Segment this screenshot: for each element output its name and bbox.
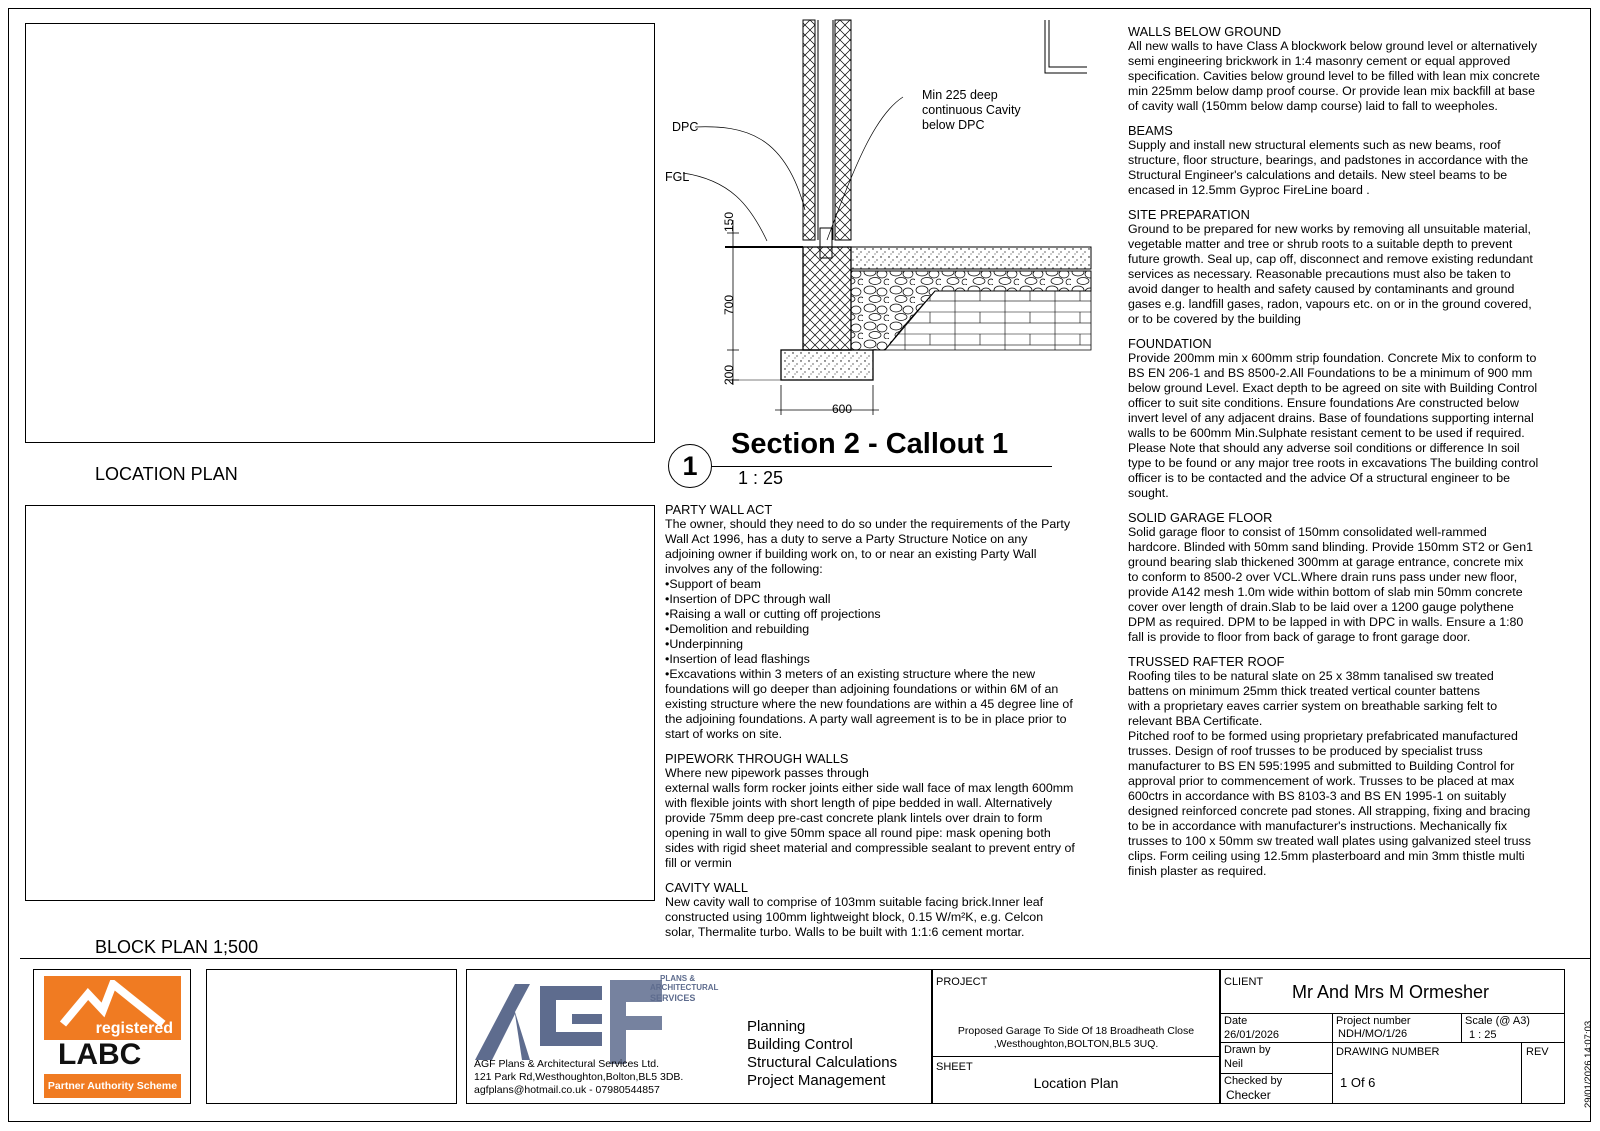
- labc-text: LABC: [58, 1038, 142, 1071]
- walls-below-body: All new walls to have Class A blockwork below ground level or alternatively semi engineering brickwork in 1:4 masonry cement or equal approved specification. Cavities below ground level to be filled with lean mix concrete min 225mm below damp proof course. Or provide lean mix backfill at base of cavity wall (150mm below damp course) laid to fall to weepholes.: [1128, 39, 1540, 113]
- block-plan-box: [25, 505, 655, 901]
- company-name: AGF Plans & Architectural Services Ltd.: [474, 1058, 659, 1070]
- labc-scheme-text: Partner Authority Scheme: [47, 1080, 178, 1092]
- section-title: Section 2 - Callout 1: [731, 428, 1009, 460]
- party-wall-body: The owner, should they need to do so under the requirements of the Party Wall Act 1996, has a duty to serve a Party Structure Notice on any adjoining owner if building work on, to or near an existing Party Wall involves any of the following: •Support of beam •Insertion of DPC through wall •Raising a wall or cutting off projections •Demolition and rebuilding •Underpinning •Insertion of lead flashings •Excavations within 3 meters of an existing structure where the new foundations will go deeper than adjoining foundations or within 6M of an existing structure where the new foundations are within a 45 degree line of the adjoining foundations. A party wall agreement is to be in place prior to start of works on site.: [665, 517, 1073, 741]
- service-planning: Planning: [747, 1018, 806, 1035]
- drawn-value: Neil: [1224, 1058, 1243, 1070]
- walls-below-ground-section: [1128, 24, 1583, 114]
- date-label: Date: [1224, 1015, 1248, 1027]
- trussed-roof-heading: TRUSSED RAFTER ROOF: [1128, 654, 1285, 669]
- foundation-body: Provide 200mm min x 600mm strip foundation. Concrete Mix to conform to BS EN 206-1 and BS 8500-2.All Foundations to be a minimum of 900 mm below ground Level. Exact depth to be agreed on site with Building Control officer to suit site conditions. Ensure foundations Are constructed below invert level of any adjacent drains. Base of foundations supporting internal walls to be 600mm Min.Sulphate resistant cement to be used if required. Please Note that should any adverse soil conditions or difference In soil type to be found or any major tree roots in excavations The building control officer is to be contacted and the advice Of a structural engineer to be sought.: [1128, 351, 1539, 500]
- site-prep-body: Ground to be prepared for new works by removing all unsuitable material, vegetable matter and tree or shrub roots to a suitable depth to prevent future growth. Seal up, cap off, disconnect and remove existing redundant services as necessary. Reasonable precautions must also be taken to avoid danger to health and safety caused by contaminants and ground gases e.g. landfill gases, radon, vapours etc. on or in the ground covered, or to be covered by the building: [1128, 222, 1533, 326]
- project-line-1: Proposed Garage To Side Of 18 Broadheath Close: [957, 1025, 1195, 1037]
- dimension-150: 150: [722, 211, 736, 232]
- site-prep-heading: SITE PREPARATION: [1128, 207, 1250, 222]
- sheet-value: Location Plan: [1033, 1075, 1119, 1091]
- trussed-roof-section: [1128, 654, 1583, 879]
- foundation-heading: FOUNDATION: [1128, 336, 1212, 351]
- walls-below-heading: WALLS BELOW GROUND: [1128, 24, 1282, 39]
- garage-floor-section: [1128, 510, 1583, 645]
- dimension-600: 600: [832, 402, 853, 416]
- labc-logo: [44, 976, 181, 1098]
- client-label: CLIENT: [1224, 976, 1264, 988]
- beams-body: Supply and install new structural elements such as new beams, roof structure, floor structure, bearings, and padstones in accordance with the Structural Engineer's calculations and details. New steel beams to be encased in 12.5mm Gyproc FireLine board .: [1128, 138, 1529, 197]
- pipework-body: Where new pipework passes through external walls form rocker joints either side wall face of max length 600mm with flexible joints with short length of pipe bedded in wall. Alternatively provide 75mm deep pre-cast concrete plank lintels over drain to form opening in wall to give 50mm space all round pipe: mask opening both sides with rigid sheet material and compressible sealant to prevent entry of fill or vermin: [665, 766, 1075, 870]
- labc-logo-box: [33, 969, 191, 1104]
- blank-title-box: [206, 969, 457, 1104]
- agf-logo-sub-2: ARCHITECTURAL: [650, 983, 719, 992]
- print-timestamp: 29/01/2026 14:07:03: [1583, 1020, 1594, 1108]
- cavity-note-line1: Min 225 deep: [922, 88, 998, 102]
- company-address: 121 Park Rd,Westhoughton,Bolton,BL5 3DB.: [474, 1071, 684, 1083]
- beams-heading: BEAMS: [1128, 123, 1173, 138]
- pipework-heading: PIPEWORK THROUGH WALLS: [665, 751, 849, 766]
- dpc-label: DPC: [672, 120, 699, 134]
- cavity-wall-body: New cavity wall to comprise of 103mm suitable facing brick.Inner leaf constructed using 100mm lightweight block, 0.15 W/m²K, e.g. Celcon solar, Thermalite turbo. Walls to be built with 1:1:6 cement mortar.: [665, 895, 1044, 939]
- garage-floor-heading: SOLID GARAGE FLOOR: [1128, 510, 1273, 525]
- service-building-control: Building Control: [747, 1036, 853, 1053]
- company-contact: agfplans@hotmail.co.uk - 07980544857: [474, 1084, 660, 1096]
- agf-logo-sub-1: PLANS &: [660, 974, 696, 983]
- company-services: [747, 1018, 897, 1090]
- location-plan-box: [25, 23, 655, 443]
- notes-right-column: [1128, 24, 1583, 888]
- rev-label: REV: [1526, 1046, 1549, 1058]
- labc-registered-text: registered: [95, 1020, 173, 1037]
- drawing-number-label: DRAWING NUMBER: [1336, 1046, 1440, 1058]
- cavity-note-line2: continuous Cavity: [922, 103, 1021, 117]
- client-value: Mr And Mrs M Ormesher: [1292, 982, 1490, 1002]
- project-number-value: NDH/MO/1/26: [1338, 1028, 1408, 1040]
- sheet-count: 1 Of 6: [1340, 1075, 1376, 1090]
- section-number-circle: [668, 444, 712, 488]
- project-line-2: ,Westhoughton,BOLTON,BL5 3UQ.: [993, 1038, 1159, 1050]
- location-plan-label: LOCATION PLAN: [95, 464, 238, 484]
- party-wall-section: [665, 502, 1105, 742]
- garage-floor-body: Solid garage floor to consist of 150mm consolidated well-rammed hardcore. Blinded with 50mm sand blinding. Provide 150mm ST2 or Gen1 ground bearing slab thickened 300mm at garage entrance, concrete mix to conform to 8500-2 over VCL.Where drain runs pass under new floor, provide A142 mesh 1.0m wide within bottom of slab min 50mm concrete cover over length of drain.Slab to be laid over a 1200 gauge polythene DPM as required. DPM to be lapped in with DPC in walls. Ensure a 1:80 fall is provide to floor from back of garage to front garage door.: [1128, 525, 1533, 644]
- dimension-200: 200: [722, 364, 736, 385]
- block-plan-label: BLOCK PLAN 1;500: [95, 937, 259, 957]
- foundation-section: [1128, 336, 1583, 501]
- cavity-wall-section: [665, 880, 1105, 940]
- cavity-wall-heading: CAVITY WALL: [665, 880, 748, 895]
- service-structural: Structural Calculations: [747, 1054, 898, 1071]
- service-project-management: Project Management: [747, 1072, 886, 1089]
- party-wall-heading: PARTY WALL ACT: [665, 502, 773, 517]
- date-value: 26/01/2026: [1224, 1029, 1280, 1041]
- section-number: 1: [682, 451, 698, 481]
- drawn-label: Drawn by: [1224, 1044, 1271, 1056]
- sheet-label: SHEET: [936, 1061, 973, 1073]
- cavity-note-line3: below DPC: [922, 118, 985, 132]
- notes-left-column: [665, 502, 1105, 949]
- pipework-section: [665, 751, 1105, 871]
- beams-section: [1128, 123, 1583, 198]
- checked-label: Checked by: [1224, 1075, 1283, 1087]
- section-scale: 1 : 25: [738, 468, 784, 488]
- dimension-700: 700: [722, 294, 736, 315]
- agf-logo-sub-3: SERVICES: [650, 993, 696, 1003]
- section-title-underline: [712, 466, 1052, 467]
- trussed-roof-body: Roofing tiles to be natural slate on 25 x 38mm tanalised sw treated battens on minimum 25mm thick treated vertical counter battens with a proprietary eaves carrier system on breathable sarking felt to relevant BBA Certificate. Pitched roof to be formed using proprietary prefabricated manufactured trusses. Design of roof trusses to be produced by specialist truss manufacturer to BS EN 595:1995 and submitted to Building Control for approval prior to commencement of work. Trusses to be placed at max 600ctrs in accordance with BS 8103-3 and BS EN 1995-1 on suitably designed reinforced concrete pad stones. All strapping, fixing and bracing to be in accordance with manufacturer's instructions. Mechanically fix trusses to 100 x 50mm sw treated wall plates using galvanized steel truss clips. Form ceiling using 12.5mm plasterboard and min 3mm thistle multi finish plaster as required.: [1128, 669, 1531, 878]
- project-number-label: Project number: [1336, 1015, 1411, 1027]
- site-preparation-section: [1128, 207, 1583, 327]
- fgl-label: FGL: [665, 170, 690, 184]
- project-label: PROJECT: [936, 976, 988, 988]
- scale-label: Scale (@ A3): [1465, 1015, 1530, 1027]
- title-block-top-rule: [20, 958, 1591, 959]
- checked-value: Checker: [1226, 1088, 1271, 1102]
- scale-value: 1 : 25: [1469, 1029, 1497, 1041]
